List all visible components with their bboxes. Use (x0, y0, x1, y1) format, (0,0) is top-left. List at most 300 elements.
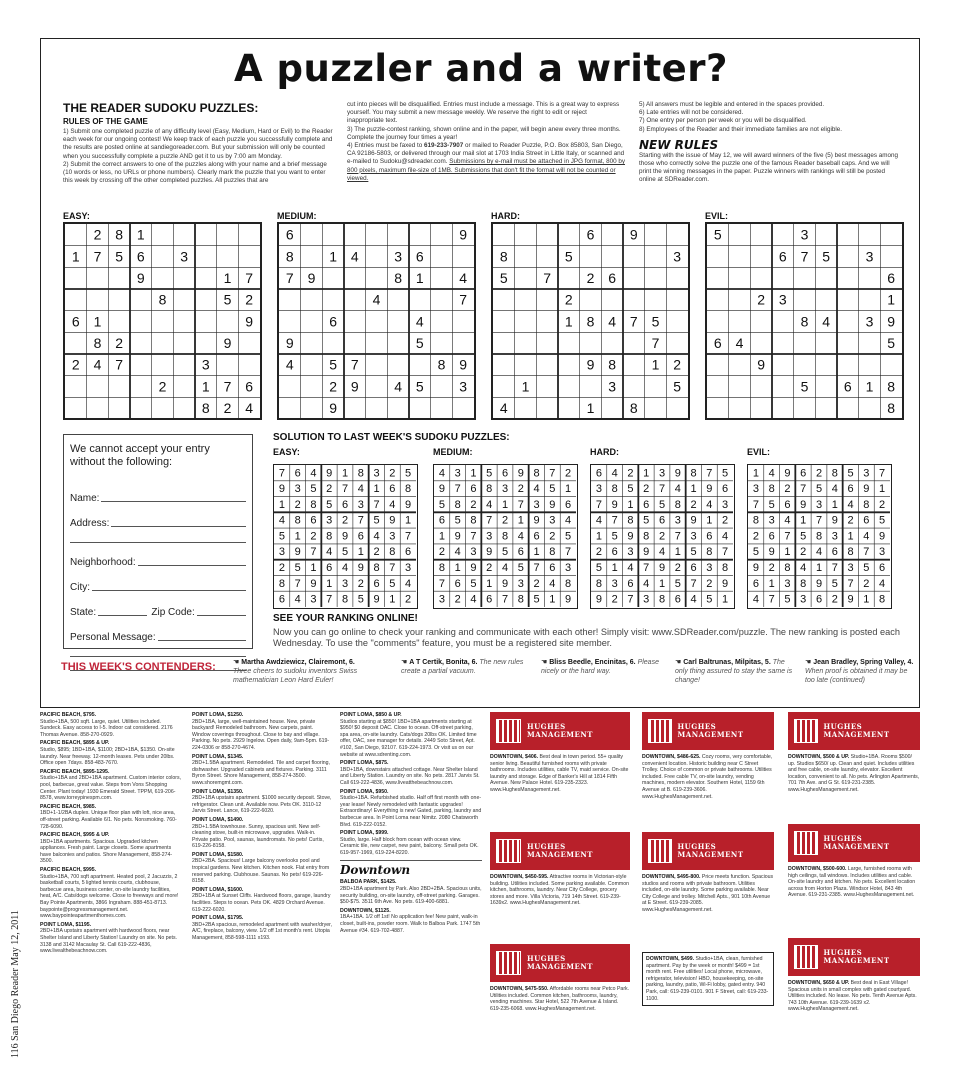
sudoku-digit: 6 (415, 248, 424, 265)
sudoku-digit: 2 (643, 483, 650, 496)
sudoku-digit: 6 (815, 593, 823, 606)
sudoku-digit: 2 (454, 593, 461, 606)
sudoku-digit: 8 (887, 399, 896, 416)
sudoku-digit: 4 (501, 562, 509, 575)
sudoku-digit: 1 (565, 483, 572, 496)
sudoku-digit: 1 (863, 593, 870, 606)
puzzle-grid-evil[interactable] (705, 222, 904, 420)
sudoku-digit: 7 (879, 467, 886, 480)
sudoku-digit: 3 (847, 562, 854, 575)
sudoku-digit: 1 (847, 530, 854, 543)
sudoku-digit: 4 (341, 562, 349, 575)
sudoku-digit: 1 (865, 378, 874, 395)
sudoku-digit: 8 (887, 378, 896, 395)
classified-listing (340, 830, 482, 856)
sudoku-digit: 8 (608, 356, 617, 373)
sudoku-digit: 5 (329, 356, 338, 373)
hughes-logo (490, 944, 630, 982)
sudoku-digit: 2 (690, 498, 697, 511)
contender-4: ☚ Carl Baltrunas, Milpitas, 5. The only thing assured to stay the same is change! (675, 659, 793, 684)
building-icon (496, 839, 521, 863)
sudoku-digit: 4 (643, 577, 650, 590)
listing-heading: POINT LOMA, $999. (340, 830, 389, 837)
sudoku-digit: 8 (201, 399, 210, 416)
sudoku-digit: 9 (586, 356, 595, 373)
contender-name: A T Certik, Bonita, 6. (409, 659, 478, 666)
address-label: Address: (70, 518, 110, 529)
rule-2-continued: cut into pieces will be disqualified. Entries must include a message. This is a great way to express yourself. You may submit a new message weekly. We reserve the right to edit or reject inappropriate text. (347, 101, 620, 125)
sudoku-digit: 5 (341, 546, 349, 559)
hughes-ad-2 (490, 832, 630, 907)
classified-column-1 (40, 712, 182, 1072)
sudoku-digit: 4 (310, 467, 317, 480)
sudoku-digit: 7 (278, 467, 285, 480)
ranking-title: SEE YOUR RANKING ONLINE! (273, 613, 418, 624)
sudoku-digit: 1 (706, 514, 713, 527)
sudoku-digit: 8 (357, 467, 364, 480)
sudoku-digit: 6 (517, 546, 524, 559)
sudoku-digit: 3 (201, 356, 210, 373)
name-field[interactable] (70, 479, 246, 504)
ad-heading: DOWNTOWN, $650 & UP. (788, 980, 850, 986)
sudoku-digit: 1 (690, 483, 697, 496)
ad-heading: DOWNTOWN, $495-800. (642, 874, 701, 880)
sudoku-digit: 4 (517, 530, 524, 543)
sudoku-digit: 9 (373, 593, 380, 606)
sudoku-digit: 3 (389, 530, 396, 543)
sudoku-digit: 7 (611, 514, 618, 527)
sudoku-digit: 8 (611, 483, 618, 496)
ad-text: Affordable rooms near Petco Park. Utilities included. Common kitchen, bathrooms, laundry, vending machines. Star Hotel, 522 7th Avenue & Island. 619-235-6068. www.HughesManagement.net. (490, 986, 630, 1012)
listing-text: 2BD+1BA apartment by Park. Also 2BD+2BA. Spacious units, security building, on-site laundry, off-street parking. Garages. $50-$75. 3511 6th Ave. No pets. 619-400-6881. (340, 886, 482, 906)
sudoku-digit: 1 (294, 530, 301, 543)
sudoku-digit: 2 (831, 593, 838, 606)
sudoku-digit: 9 (674, 467, 681, 480)
sudoku-digit: 8 (310, 498, 317, 511)
sudoku-digit: 1 (373, 483, 380, 496)
sudoku-digit: 4 (831, 483, 838, 496)
building-icon (496, 951, 521, 975)
sudoku-digit: 6 (879, 562, 886, 575)
sudoku-digit: 3 (879, 546, 886, 559)
sudoku-digit: 5 (310, 483, 317, 496)
sudoku-digit: 7 (595, 498, 602, 511)
sudoku-digit: 5 (294, 562, 301, 575)
sudoku-digit: 6 (608, 269, 617, 286)
solution-label-hard: HARD: (590, 447, 619, 457)
sudoku-digit: 6 (389, 483, 396, 496)
sudoku-digit: 6 (341, 498, 349, 511)
sudoku-digit: 1 (93, 313, 102, 330)
sudoku-digit: 9 (847, 593, 854, 606)
sudoku-digit: 4 (627, 562, 634, 575)
sudoku-digit: 2 (847, 514, 854, 527)
sudoku-digit: 5 (722, 467, 729, 480)
address-line-2[interactable] (70, 531, 246, 543)
sudoku-digit: 6 (454, 577, 461, 590)
sudoku-digit: 4 (499, 399, 508, 416)
neighborhood-label: Neighborhood: (70, 557, 136, 568)
ad-text: Price meets function. Spacious studios and rooms with private bathroom. Utilities included, on-site laundry. Some parking available. Near City College and trolley. Mitchell Apts., 901 10th Avenue at E Street. 619-239-2085. www.HughesManagement.net. (642, 874, 774, 913)
puzzle-grid-hard[interactable] (491, 222, 690, 420)
ad-text: Cozy rooms, very comfortable, convenient location. Historic building near C Street Trolley. Choice of common or private bathrooms. Utilities included. Free cable TV, on-site laundry, vending machines, modern elevator. Southern Hotel, 1159 6th Avenue at B. 619-239-3606. www.HughesManagement.net. (642, 754, 773, 800)
sudoku-digit: 8 (326, 530, 333, 543)
new-rules-text: Starting with the issue of May 12, we will award winners of the five (5) best messages among those who correctly solve the puzzle one of the famous Reader baseball caps. And we will print the winning messages in the paper. Puzzle winners with rankings will still be posted online at SDReader.com. (639, 151, 898, 184)
sudoku-digit: 2 (223, 399, 232, 416)
classified-listing (40, 769, 182, 802)
sudoku-digit: 4 (565, 514, 572, 527)
sudoku-digit: 1 (752, 467, 759, 480)
sudoku-digit: 3 (831, 530, 838, 543)
sudoku-digit: 9 (722, 577, 729, 590)
building-icon (496, 719, 521, 743)
listing-heading: POINT LOMA, $1580. (192, 851, 244, 858)
sudoku-digit: 2 (533, 577, 540, 590)
sudoku-digit: 5 (499, 269, 508, 286)
sudoku-digit: 6 (373, 577, 380, 590)
sudoku-digit: 2 (549, 530, 556, 543)
sudoku-digit: 8 (595, 577, 602, 590)
classified-listing (40, 867, 182, 920)
sudoku-digit: 5 (438, 498, 445, 511)
sudoku-digit: 1 (674, 546, 681, 559)
sudoku-digit: 8 (722, 562, 729, 575)
sudoku-digit: 8 (768, 483, 775, 496)
sudoku-digit: 1 (815, 562, 823, 575)
sudoku-digit: 8 (565, 577, 572, 590)
sudoku-digit: 4 (389, 498, 396, 511)
classified-column-3-top (340, 712, 482, 856)
listing-text: Studio+1BA, 700 sqft apartment. Heated pool, 2 Jacuzzis, 2 basketball courts, 5 lighted tennis courts, clubhouse, barbecue area, business center, on-site laundry facilities, heat, A/C. Cats/dogs welcome. Close to freeways and more! Bay Pointe Apartments, 3866 Ingraham. 888-451-8713. baypointe@progressmanagement.net. www.baypointeapartmenthomes.com. (40, 873, 179, 920)
sudoku-digit: 2 (405, 593, 412, 606)
listing-heading: POINT LOMA, $1350. (192, 788, 244, 795)
sudoku-digit: 6 (438, 514, 445, 527)
sudoku-digit: 5 (706, 593, 713, 606)
sudoku-digit: 3 (643, 593, 650, 606)
sudoku-digit: 8 (470, 514, 477, 527)
listing-text: Studio, $895; 1BD+1BA, $1100; 2BD+1BA, $1350. On-site laundry. Near freeway. 12-month leases. Pets under 20lbs. Office open 7days. 858-483-7670. (40, 746, 175, 767)
rules-column-1 (63, 101, 333, 185)
sudoku-digit: 9 (341, 530, 349, 543)
sudoku-digit: 7 (658, 483, 666, 496)
sudoku-digit: 8 (294, 514, 301, 527)
sudoku-digit: 1 (470, 467, 477, 480)
solutions-title: SOLUTION TO LAST WEEK'S SUDOKU PUZZLES: (273, 432, 510, 443)
sudoku-digit: 1 (405, 514, 412, 527)
sudoku-digit: 3 (674, 514, 681, 527)
sudoku-digit: 8 (285, 248, 294, 265)
sudoku-digit: 1 (831, 498, 838, 511)
sudoku-digit: 7 (245, 269, 254, 286)
sudoku-digit: 2 (784, 483, 791, 496)
sudoku-digit: 1 (784, 546, 791, 559)
sudoku-digit: 7 (706, 467, 713, 480)
listing-heading: PACIFIC BEACH, $995 & UP. (40, 832, 110, 839)
sudoku-digit: 4 (372, 291, 381, 308)
sudoku-digit: 8 (674, 498, 681, 511)
contender-name: Martha Awdziewicz, Clairemont, 6. (241, 659, 355, 666)
sudoku-digit: 4 (93, 356, 102, 373)
sudoku-digit: 6 (611, 546, 618, 559)
ad-heading: DOWNTOWN, $486-625. (642, 754, 701, 760)
sudoku-digit: 4 (294, 593, 301, 606)
puzzle-grid-easy[interactable] (63, 222, 262, 420)
listing-text: 1BD+1-1/2BA duplex. Unique floor plan with loft, nice area, off-street parking. Available 6/1. No pets. Nonsmoking. 760-728-6090. (40, 810, 177, 830)
sudoku-digit: 5 (564, 248, 573, 265)
sudoku-digit: 4 (470, 593, 477, 606)
classified-listing (192, 789, 332, 815)
sudoku-digit: 4 (752, 593, 759, 606)
sudoku-digit: 2 (357, 577, 364, 590)
sudoku-digit: 7 (93, 248, 102, 265)
rule-1: 1) Submit one completed puzzle of any difficulty level (Easy, Medium, Hard or Evil) to the Reader each week for our ongoing contest! We keep track of each puzzle you successfully complete and the results are posted online at sandiegoreader.com. But your submission will only be counted when you successfully complete a puzzle AND get it to us by 7:00 am Monday. (63, 128, 333, 160)
sudoku-digit: 9 (706, 483, 713, 496)
hughes-logo (642, 832, 774, 870)
building-icon (648, 719, 672, 743)
sudoku-digit: 5 (815, 483, 823, 496)
sudoku-digit: 6 (658, 514, 666, 527)
classified-listing (340, 712, 482, 758)
sudoku-digit: 2 (93, 226, 102, 243)
rule-3: 3) The puzzle-contest ranking, shown online and in the paper, will begin anew every three months. Complete the journey four times a year! (347, 125, 621, 141)
sudoku-digit: 2 (722, 514, 729, 527)
classified-column-3-bottom (340, 879, 482, 934)
sudoku-digit: 3 (627, 546, 634, 559)
sudoku-digit: 2 (389, 467, 396, 480)
sudoku-digit: 7 (115, 356, 124, 373)
sudoku-digit: 8 (373, 562, 380, 575)
sudoku-digit: 9 (405, 498, 412, 511)
sudoku-digit: 7 (784, 530, 791, 543)
sudoku-digit: 8 (501, 530, 509, 543)
rule-6: 6) Late entries will not be considered. (639, 109, 744, 117)
sudoku-digit: 5 (752, 546, 759, 559)
sudoku-digit: 3 (722, 498, 729, 511)
listing-heading: PACIFIC BEACH, $995. (40, 867, 97, 874)
rule-7: 7) One entry per person per week or you will be disqualified. (639, 117, 807, 125)
sudoku-digit: 2 (815, 467, 823, 480)
sudoku-digit: 6 (285, 226, 294, 243)
sudoku-digit: 5 (690, 546, 697, 559)
sudoku-digit: 2 (879, 498, 886, 511)
listing-heading: BALBOA PARK, $1425. (340, 879, 397, 886)
sudoku-digit: 8 (815, 530, 823, 543)
hughes-ad-5 (642, 832, 774, 914)
sudoku-digit: 9 (627, 530, 634, 543)
sudoku-digit: 9 (611, 498, 618, 511)
sudoku-digit: 2 (800, 546, 807, 559)
hughes-ad-3 (490, 944, 630, 1012)
building-icon (648, 839, 672, 863)
sudoku-digit: 3 (294, 483, 301, 496)
sudoku-digit: 6 (595, 467, 602, 480)
classified-listing (340, 879, 482, 905)
sudoku-digit: 7 (285, 269, 294, 286)
sudoku-digit: 4 (608, 313, 617, 330)
sudoku-digit: 8 (706, 546, 713, 559)
rules-subtitle: RULES OF THE GAME (63, 117, 148, 126)
sudoku-digit: 1 (658, 577, 666, 590)
city-field[interactable] (70, 568, 246, 593)
sudoku-digit: 2 (501, 514, 509, 527)
sudoku-digit: 5 (863, 562, 870, 575)
ad-heading: DOWNTOWN, $500-600. (788, 866, 847, 872)
sudoku-digit: 9 (863, 483, 870, 496)
sudoku-digit: 3 (549, 514, 556, 527)
sudoku-digit: 3 (341, 577, 349, 590)
message-label: Personal Message: (70, 632, 156, 643)
sudoku-digit: 3 (800, 593, 807, 606)
sudoku-digit: 2 (768, 562, 775, 575)
sudoku-digit: 8 (658, 593, 666, 606)
rules-title: THE READER SUDOKU PUZZLES: (63, 101, 259, 115)
ad-text: Studio+1BA. Rooms $500/ up. Studios $650/ up. Clean and quiet. Includes utilities and free cable, on-site laundry, elevator. Excellent location, convenient to all. No pets. Arlington Apartments, 701 7th Ave. and G St. 619-231-2385. www.HughesManagement.net. (788, 754, 920, 793)
hughes-logo-text: HUGHES MANAGEMENT (823, 834, 890, 851)
sudoku-digit: 1 (549, 593, 556, 606)
sudoku-digit: 6 (245, 378, 254, 395)
puzzle-label-evil: EVIL: (705, 211, 729, 221)
sudoku-digit: 3 (501, 483, 509, 496)
solution-label-medium: MEDIUM: (433, 447, 473, 457)
sudoku-digit: 5 (565, 530, 572, 543)
sudoku-digit: 8 (784, 562, 791, 575)
message-line-2[interactable] (70, 645, 246, 657)
fax-number: 619-233-7907 (424, 142, 464, 150)
hughes-logo-text: HUGHES MANAGEMENT (526, 954, 593, 971)
sudoku-digit: 5 (415, 334, 424, 351)
page-headline: A puzzler and a writer? (234, 47, 728, 90)
solution-grid-evil (747, 464, 892, 609)
sudoku-digit: 1 (586, 399, 595, 416)
sudoku-digit: 8 (341, 593, 349, 606)
sudoku-digit: 4 (690, 593, 697, 606)
puzzle-grid-medium[interactable] (277, 222, 476, 420)
sudoku-digit: 2 (71, 356, 80, 373)
sudoku-digit: 2 (863, 577, 870, 590)
sudoku-digit: 7 (643, 562, 650, 575)
entry-form (63, 434, 253, 649)
sudoku-digit: 4 (863, 530, 870, 543)
sudoku-digit: 1 (329, 248, 338, 265)
puzzle-section-frame (40, 38, 920, 708)
sudoku-digit: 7 (690, 577, 697, 590)
sudoku-digit: 1 (341, 467, 349, 480)
sudoku-digit: 3 (658, 467, 666, 480)
sudoku-digit: 1 (389, 593, 396, 606)
listing-heading: POINT LOMA, $875. (340, 760, 389, 767)
sudoku-digit: 1 (201, 378, 210, 395)
neighborhood-field[interactable] (70, 543, 246, 568)
sudoku-digit: 9 (223, 334, 232, 351)
sudoku-digit: 1 (71, 248, 80, 265)
sudoku-digit: 4 (415, 313, 424, 330)
hughes-logo (788, 824, 920, 862)
sudoku-digit: 2 (565, 467, 572, 480)
sudoku-digit: 8 (533, 467, 540, 480)
sudoku-digit: 7 (486, 514, 493, 527)
listing-text: Studio+1BA. Refurbished studio. Half off first month with one-year lease! Newly remodeled with fantastic upgrades! Extraordinary! Everything is new! Gated, parking, laundry and barbecue area. In Point Loma near Nimitz. 2080 Chatsworth Blvd. 619-222-0152. (340, 795, 482, 828)
sudoku-digit: 5 (800, 530, 807, 543)
sudoku-digit: 6 (533, 530, 540, 543)
sudoku-digit: 8 (752, 514, 759, 527)
hughes-logo-text: HUGHES MANAGEMENT (526, 722, 593, 739)
sudoku-digit: 4 (847, 498, 854, 511)
classified-listing (192, 915, 332, 941)
sudoku-digit: 8 (437, 356, 446, 373)
sudoku-digit: 1 (278, 498, 285, 511)
ad-heading: DOWNTOWN, $500 & UP. (788, 754, 850, 760)
state-zip-field[interactable] (70, 593, 246, 618)
rule-4-text: 4) Entries must be faxed to (347, 142, 424, 150)
address-field[interactable] (70, 504, 246, 529)
contender-message: The only thing assured to stay the same is change! (675, 659, 793, 684)
sudoku-digit: 8 (158, 291, 167, 308)
sudoku-digit: 6 (674, 593, 681, 606)
sudoku-digit: 5 (651, 313, 660, 330)
listing-text: 2BD+1.5BA townhouse. Sunny, spacious unit. New self-cleaning stove, built-in microwave, upgrades. Walk-in. Private patio. Pool, saunas, laundromats. No pets! Curtis, 619-226-8158. (192, 823, 324, 850)
sudoku-digit: 1 (627, 498, 634, 511)
sudoku-digit: 1 (722, 593, 729, 606)
message-field[interactable] (70, 618, 246, 643)
sudoku-digit: 6 (357, 530, 364, 543)
sudoku-digit: 8 (586, 313, 595, 330)
rule-8: 8) Employees of the Reader and their immediate families are not eligible. (639, 125, 843, 133)
sudoku-digit: 5 (501, 546, 509, 559)
sudoku-digit: 5 (887, 334, 896, 351)
sudoku-digit: 3 (517, 577, 524, 590)
sudoku-digit: 3 (394, 248, 403, 265)
listing-text: 2BD+1BA upstairs apartment. $1000 security deposit. Stove, refrigerator. Clean unit. Available now. Pets OK. 3110-12 Jarvis Street. Lance, 619-222-6020. (192, 795, 332, 815)
listing-heading: POINT LOMA, $850 & UP. (340, 712, 402, 718)
sudoku-digit: 3 (326, 514, 333, 527)
sudoku-digit: 2 (245, 291, 254, 308)
contender-message: The new rules create a partial vacuum. (401, 659, 524, 675)
sudoku-digit: 2 (294, 498, 301, 511)
hughes-logo (490, 832, 630, 870)
ad-heading: DOWNTOWN, $475-550. (490, 986, 549, 992)
sudoku-digit: 4 (784, 514, 791, 527)
classified-listing (40, 740, 182, 766)
contenders-title: THIS WEEK'S CONTENDERS: (61, 661, 216, 673)
sudoku-digit: 5 (278, 530, 285, 543)
sudoku-digit: 6 (486, 593, 493, 606)
sudoku-digit: 8 (405, 483, 412, 496)
building-icon (794, 831, 818, 855)
sudoku-digit: 5 (115, 248, 124, 265)
sudoku-digit: 9 (757, 356, 766, 373)
sudoku-digit: 2 (326, 483, 333, 496)
sudoku-digit: 5 (470, 577, 477, 590)
sudoku-digit: 2 (329, 378, 338, 395)
sudoku-digit: 3 (608, 378, 617, 395)
listing-heading: POINT LOMA, $1490. (192, 816, 244, 823)
sudoku-digit: 9 (768, 546, 775, 559)
sudoku-digit: 8 (847, 546, 854, 559)
sudoku-digit: 3 (310, 593, 317, 606)
sudoku-digit: 2 (341, 514, 349, 527)
sudoku-digit: 2 (278, 562, 285, 575)
sudoku-digit: 5 (879, 514, 886, 527)
listing-text: Studio, large. Half block from ocean with ocean view. Ceramic tile, new carpet, new paint, balcony. Small pets OK. 619-957-1969, 619-224-8220. (340, 836, 479, 856)
sudoku-digit: 6 (294, 467, 301, 480)
sudoku-digit: 1 (651, 356, 660, 373)
sudoku-digit: 6 (329, 313, 338, 330)
sudoku-digit: 8 (879, 593, 886, 606)
sudoku-digit: 8 (438, 562, 445, 575)
sudoku-digit: 4 (822, 313, 831, 330)
sudoku-digit: 4 (595, 514, 602, 527)
sudoku-digit: 7 (815, 514, 823, 527)
